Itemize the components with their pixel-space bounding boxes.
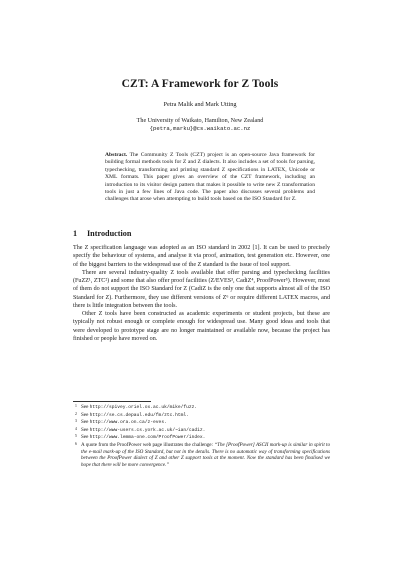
footnote [73, 404, 330, 412]
section-body [73, 244, 330, 343]
footnote [73, 419, 330, 427]
affiliation-block [0, 117, 400, 133]
footnote-quote: “The [ProofPower] ASCII mark-up is similar in spirit to the e-mail mark-up of the ISO Standard, but not in the details. There is no automatic way of transforming specifications between the ProofPower dialect of Z and other Z support tools at the moment. Now the standard has been finalised we hope that there will be more convergence.” [81, 441, 330, 468]
paragraph: There are several industry-quality Z tools available that offer parsing and typechecking facilities (FuZZ¹, ZTC²) and some that also offer proof facilities (Z/EVES³, CadiZ⁴, ProofPower⁵). However, most of them do not support the ISO Standard for Z (CadiZ is the only one that supports almost all of the ISO Standard for Z). Furthermore, they use different versions of Z⁶ or require different LATEX macros, and there is little integration between the tools. [73, 269, 330, 309]
section-heading [73, 229, 131, 238]
footnote-link[interactable]: http://spivey.oriel.ox.ac.uk/mike/fuzz. [89, 405, 198, 410]
paper-title: CZT: A Framework for Z Tools [121, 78, 279, 90]
footnote [73, 427, 330, 435]
footnote [73, 442, 330, 468]
footnote-mark: 4 [75, 426, 77, 431]
paragraph: The Z specification language was adopted as an ISO standard in 2002 [1]. It can be used to precisely specify the behaviour of systems, and analyse it via proof, animation, test generation etc. However, one of the biggest barriers to the widespread use of the Z standard is the issue of tool support. [73, 245, 330, 268]
footnote-link[interactable]: http://www-users.cs.york.ac.uk/~ian/cadiz. [89, 427, 206, 433]
footnote-link[interactable]: http://se.cs.depaul.edu/fm/ztc.html. [89, 412, 189, 418]
footnote-rule [73, 401, 151, 402]
footnote-prefix: See [81, 419, 90, 426]
footnote-mark: 2 [75, 411, 77, 416]
section-number: 1 [73, 229, 78, 238]
footnote [73, 434, 330, 442]
footnote-prefix: See [81, 404, 90, 410]
paragraph: Other Z tools have been constructed as academic experiments or student projects, but these are typically not robust enough or complete enough for widespread use. Many good ideas and tools that were developed to prototype stage are no longer maintained or available now, because the project has finished or people have moved on. [73, 311, 330, 342]
footnotes [73, 404, 330, 468]
footnote-prefix: See [81, 411, 90, 418]
footnote-prefix: A quote from the ProofPower web page illustrates the challenge: [81, 441, 215, 448]
footnote-mark: 6 [75, 441, 77, 446]
paper-authors: Petra Malik and Mark Utting [163, 101, 237, 108]
footnote-mark: 3 [75, 419, 77, 424]
section-title: Introduction [87, 229, 132, 238]
footnote-link[interactable]: http://www.ora.on.ca/z-eves. [89, 420, 167, 426]
footnote-prefix: See [81, 426, 90, 433]
footnote-mark: 1 [75, 404, 77, 408]
author-email: {petra,marku}@cs.waikato.ac.nz [149, 125, 251, 133]
footnote [73, 412, 330, 420]
footnote-link[interactable]: http://www.lemma-one.com/ProofPower/index. [89, 435, 206, 441]
footnote-mark: 5 [75, 434, 77, 439]
footnote-prefix: See [81, 434, 90, 441]
affiliation: The University of Waikato, Hamilton, New Zealand [136, 118, 264, 124]
abstract [105, 152, 315, 204]
abstract-text: The Community Z Tools (CZT) project is an open-source Java framework for building formal methods tools for Z and Z dialects. It also includes a set of tools for parsing, typechecking, transforming and printing standard Z specifications in LATEX, Unicode or XML formats. This paper gives an overview of the CZT framework, including an introduction to its visitor design pattern that makes it possible to write new Z transformation tools in just a few lines of Java code. The paper also discusses several problems and challenges that arose when attempting to build tools based on the ISO Standard for Z. [105, 152, 315, 203]
abstract-label: Abstract. [105, 152, 128, 158]
